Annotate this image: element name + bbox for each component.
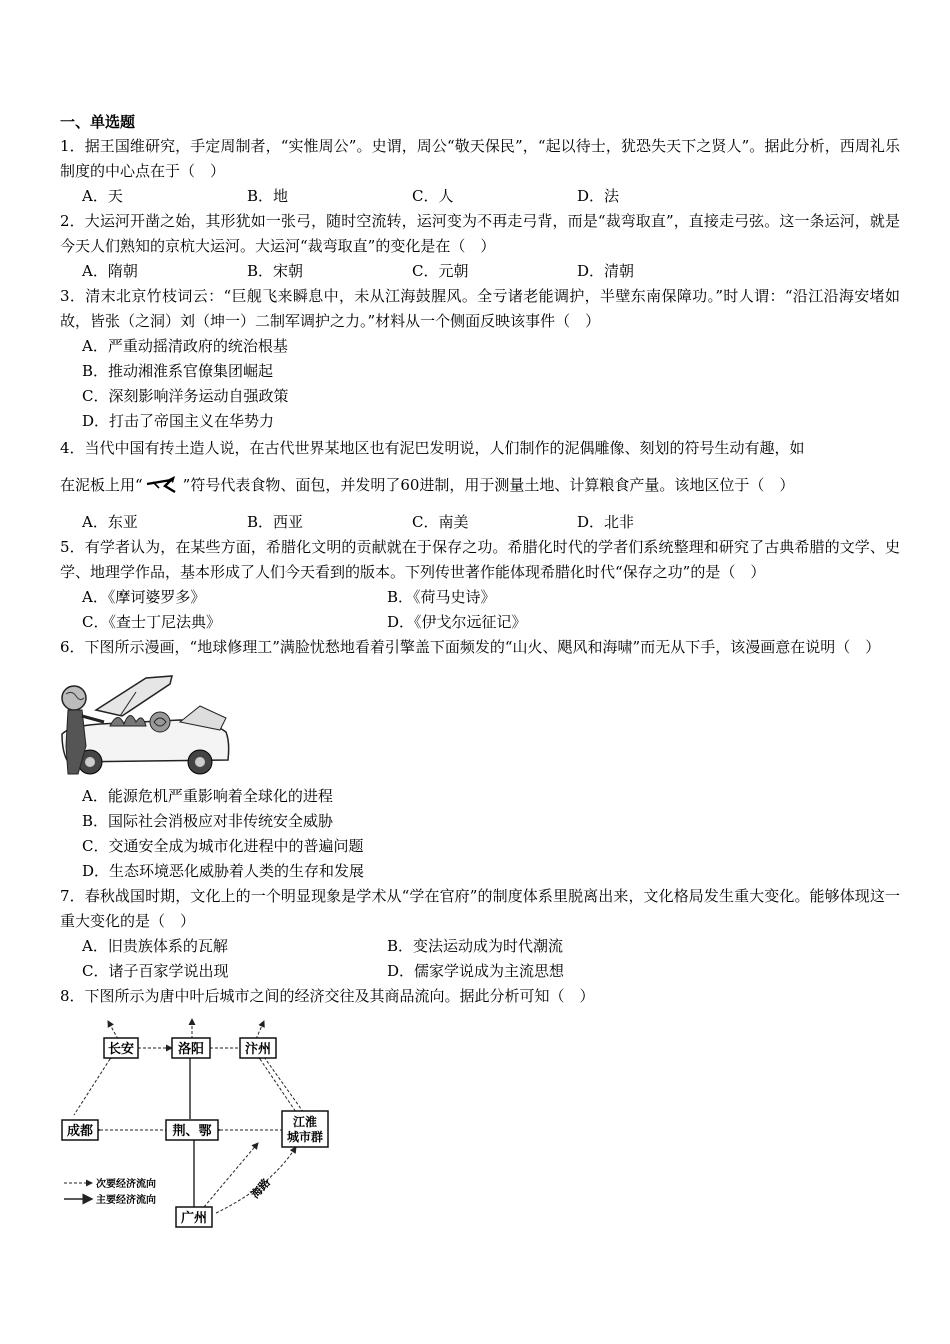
question-3-stem: 3．清末北京竹枝词云：“巨舰飞来瞬息中，未从江海鼓腥风。全亏诸老能调护，半壁东南保障功。”时人谓：“沿江沿海安堵如故，皆张（之洞）刘（坤一）二制军调护之力。”材料从一个侧面反映该事件（ ） bbox=[60, 287, 900, 330]
question-4-stem: 4．当代中国有抟土造人说，在古代世界某地区也有泥巴发明说，人们制作的泥偶雕像、刻划的符号生动有趣，如 bbox=[60, 439, 805, 457]
question-8-stem: 8．下图所示为唐中叶后城市之间的经济交往及其商品流向。据此分析可知（ ） bbox=[60, 987, 595, 1005]
question-3-options bbox=[82, 334, 900, 434]
legend-primary-label: 主要经济流向 bbox=[96, 1195, 156, 1206]
city-changan: 长安 bbox=[107, 1042, 135, 1057]
option-c[interactable]: C．人 bbox=[412, 187, 454, 205]
question-6-stem: 6．下图所示漫画，“地球修理工”满脸忧愁地看着引擎盖下面频发的“山火、飓风和海啸”而无从下手，该漫画意在说明（ ） bbox=[60, 638, 881, 656]
cuneiform-symbol-icon bbox=[145, 474, 181, 498]
question-2-options bbox=[82, 259, 900, 284]
option-b[interactable]: B．地 bbox=[247, 187, 289, 205]
option-c[interactable]: C．元朝 bbox=[412, 262, 469, 280]
option-b[interactable]: B．变法运动成为时代潮流 bbox=[387, 937, 564, 955]
option-a[interactable]: A．能源危机严重影响着全球化的进程 bbox=[82, 787, 333, 805]
question-2-stem: 2．大运河开凿之始，其形犹如一张弓，随时空流转，运河变为不再走弓背，而是“裁弯取直”，直接走弓弦。这一条运河，就是今天人们熟知的京杭大运河。大运河“裁弯取直”的变化是在（ ） bbox=[60, 212, 900, 255]
question-1-stem: 1．据王国维研究，手定周制者，“实惟周公”。史谓，周公“敬天保民”，“起以待士，犹恐失天下之贤人”。据此分析，西周礼乐制度的中心点在于（ ） bbox=[60, 137, 900, 180]
option-d[interactable]: D．《伊戈尔远征记》 bbox=[387, 613, 527, 631]
option-a[interactable]: A．旧贵族体系的瓦解 bbox=[82, 937, 228, 955]
question-4-stem-continued: 在泥板上用“ ”符号代表食物、面包，并发明了60进制，用于测量土地、计算粮食产量。该地区位于（ ） bbox=[60, 473, 900, 498]
option-d[interactable]: D．打击了帝国主义在华势力 bbox=[82, 412, 275, 430]
legend-secondary-label: 次要经济流向 bbox=[96, 1179, 156, 1190]
option-d[interactable]: D．生态环境恶化威胁着人类的生存和发展 bbox=[82, 862, 365, 880]
option-c[interactable]: C．《查士丁尼法典》 bbox=[82, 613, 221, 631]
earth-repairman-cartoon bbox=[60, 670, 232, 778]
option-b[interactable]: B．西亚 bbox=[247, 513, 304, 531]
sea-route-label: 海路 bbox=[248, 1175, 273, 1202]
option-d[interactable]: D．法 bbox=[577, 187, 620, 205]
question-5-stem: 5．有学者认为，在某些方面，希腊化文明的贡献就在于保存之功。希腊化时代的学者们系统整理和研究了古典希腊的文学、史学、地理学作品，基本形成了人们今天看到的版本。下列传世著作能体现希腊化时代“保存之功”的是（ ） bbox=[60, 538, 900, 581]
option-b[interactable]: B．《荷马史诗》 bbox=[387, 588, 496, 606]
option-d[interactable]: D．北非 bbox=[577, 513, 635, 531]
option-b[interactable]: B．宋朝 bbox=[247, 262, 304, 280]
city-jianghuai-line1: 江淮 bbox=[292, 1115, 318, 1129]
option-c[interactable]: C．南美 bbox=[412, 513, 469, 531]
city-luoyang: 洛阳 bbox=[177, 1042, 205, 1057]
option-c[interactable]: C．深刻影响洋务运动自强政策 bbox=[82, 387, 289, 405]
city-guangzhou: 广州 bbox=[180, 1211, 208, 1226]
option-d[interactable]: D．清朝 bbox=[577, 262, 635, 280]
option-b[interactable]: B．推动湘淮系官僚集团崛起 bbox=[82, 362, 274, 380]
section-title: 一、单选题 bbox=[60, 113, 136, 131]
option-b[interactable]: B．国际社会消极应对非传统安全威胁 bbox=[82, 812, 334, 830]
question-4-options bbox=[82, 510, 900, 535]
question-1-options bbox=[82, 184, 900, 209]
option-a[interactable]: A．天 bbox=[82, 187, 123, 205]
option-a[interactable]: A．东亚 bbox=[82, 513, 138, 531]
option-d[interactable]: D．儒家学说成为主流思想 bbox=[387, 962, 565, 980]
question-6-options bbox=[82, 784, 900, 884]
option-c[interactable]: C．诸子百家学说出现 bbox=[82, 962, 229, 980]
tang-economic-flow-map bbox=[60, 1017, 330, 1229]
question-7-stem: 7．春秋战国时期，文化上的一个明显现象是学术从“学在官府”的制度体系里脱离出来，文化格局发生重大变化。能够体现这一重大变化的是（ ） bbox=[60, 887, 900, 930]
option-a[interactable]: A．隋朝 bbox=[82, 262, 138, 280]
option-a[interactable]: A．《摩诃婆罗多》 bbox=[82, 588, 206, 606]
question-7-options bbox=[82, 934, 900, 984]
exam-page bbox=[60, 110, 900, 1233]
city-jianghuai-line2: 城市群 bbox=[286, 1130, 324, 1144]
option-a[interactable]: A．严重动摇清政府的统治根基 bbox=[82, 337, 288, 355]
option-c[interactable]: C．交通安全成为城市化进程中的普遍问题 bbox=[82, 837, 364, 855]
city-bianzhou: 汴州 bbox=[244, 1042, 272, 1057]
question-5-options bbox=[82, 585, 900, 635]
city-jinge: 荆、鄂 bbox=[172, 1124, 212, 1139]
city-chengdu: 成都 bbox=[66, 1124, 94, 1139]
